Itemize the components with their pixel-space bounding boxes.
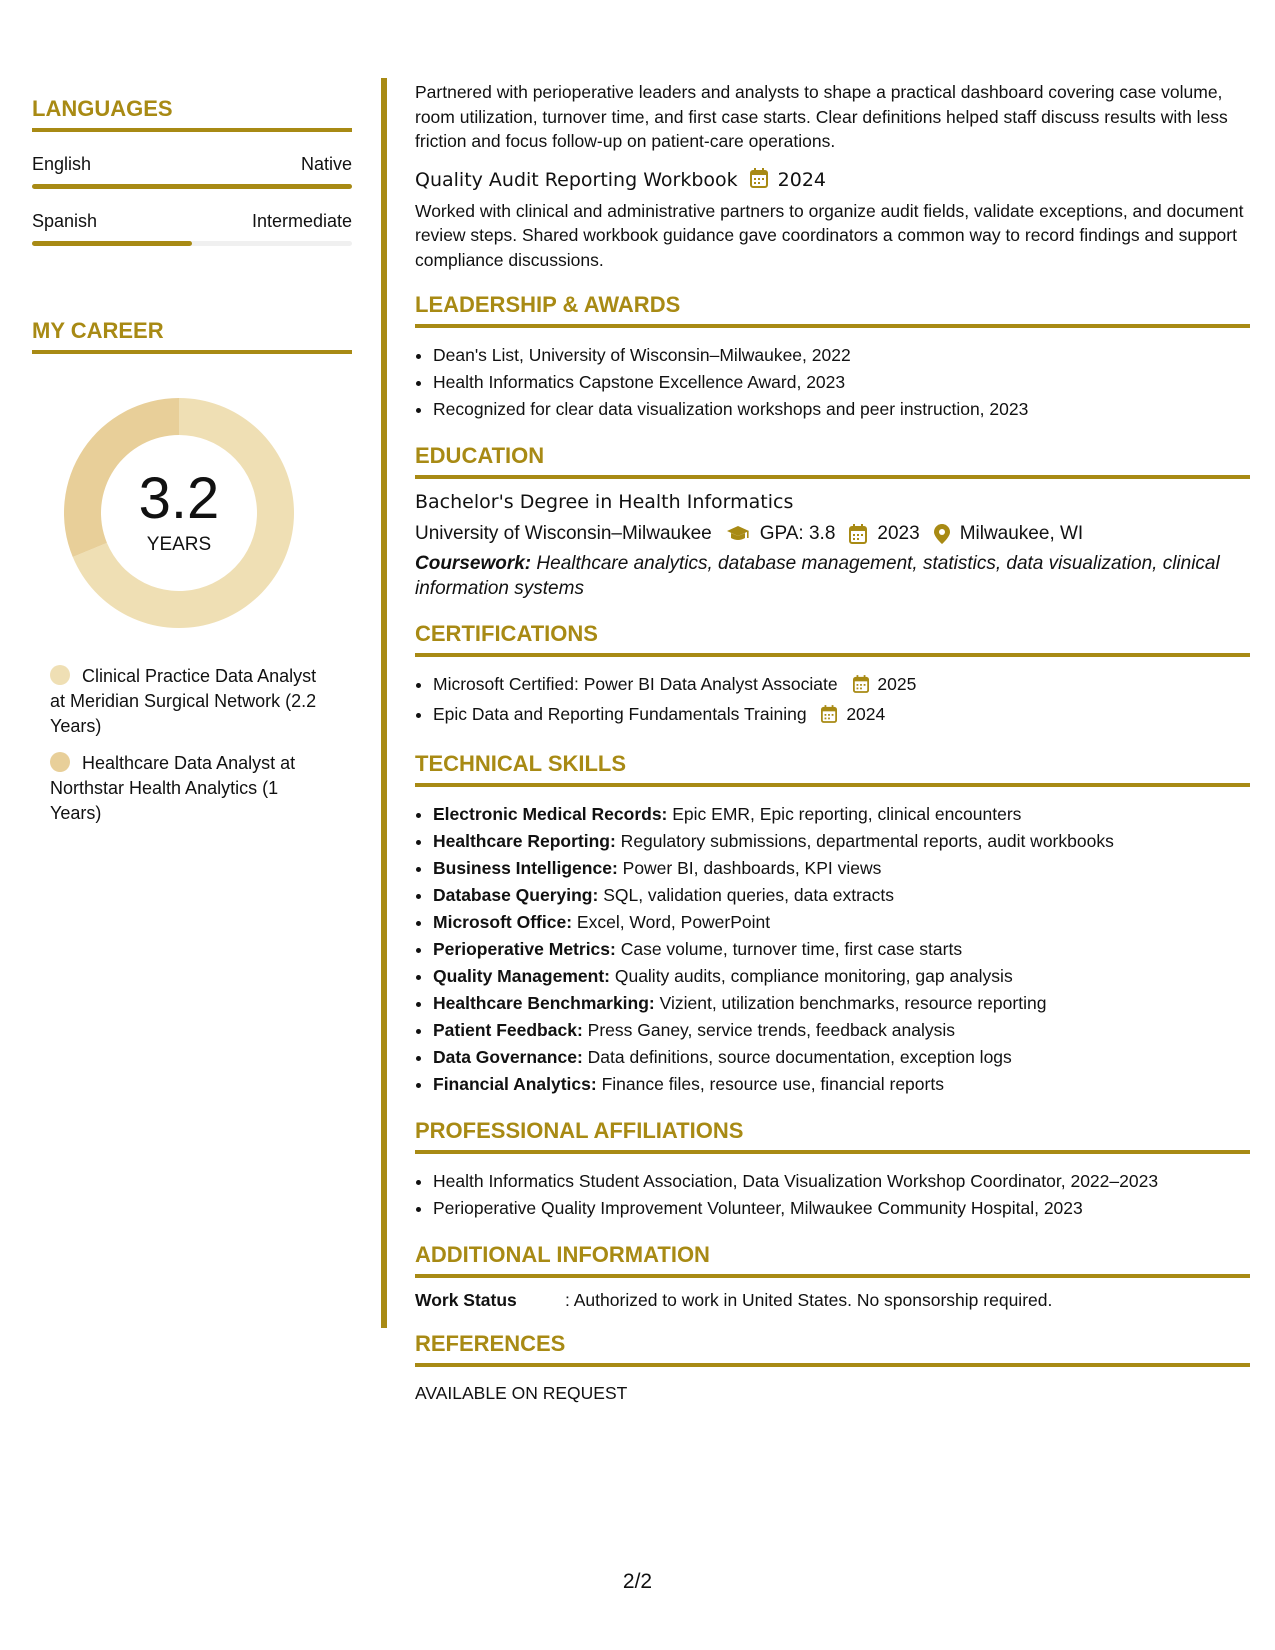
section-divider bbox=[415, 475, 1250, 479]
section-divider bbox=[415, 324, 1250, 328]
skill-item bbox=[433, 882, 1250, 909]
coursework-list: Healthcare analytics, database management, statistics, data visualization, clinical information systems bbox=[415, 553, 1220, 599]
calendar-icon bbox=[750, 168, 768, 193]
affiliations-heading: PROFESSIONAL AFFILIATIONS bbox=[415, 1118, 744, 1143]
skill-item bbox=[433, 909, 1250, 936]
language-proficiency-bar bbox=[32, 241, 352, 246]
work-status-row bbox=[415, 1290, 1250, 1311]
calendar-icon bbox=[821, 704, 837, 731]
certification-year: 2024 bbox=[846, 704, 886, 724]
section-divider bbox=[415, 1150, 1250, 1154]
language-proficiency-fill bbox=[32, 241, 192, 246]
additional-info-heading: ADDITIONAL INFORMATION bbox=[415, 1242, 710, 1267]
legend-item bbox=[50, 664, 320, 739]
gpa: GPA: 3.8 bbox=[759, 523, 836, 544]
skills-heading: TECHNICAL SKILLS bbox=[415, 751, 627, 776]
section-divider bbox=[32, 350, 352, 354]
career-heading: MY CAREER bbox=[32, 318, 164, 343]
leadership-heading: LEADERSHIP & AWARDS bbox=[415, 292, 681, 317]
affiliations-section bbox=[415, 1118, 1250, 1222]
language-name: Spanish bbox=[32, 211, 98, 231]
skill-item bbox=[433, 828, 1250, 855]
graduation-year: 2023 bbox=[877, 523, 920, 544]
languages-section bbox=[32, 96, 352, 246]
skill-category: Healthcare Reporting: bbox=[433, 831, 616, 851]
language-proficiency-bar bbox=[32, 184, 352, 189]
calendar-icon bbox=[853, 674, 869, 701]
section-divider bbox=[415, 783, 1250, 787]
skill-details: Press Ganey, service trends, feedback analysis bbox=[582, 1020, 955, 1040]
graduation-cap-icon bbox=[726, 525, 750, 543]
skill-category: Database Querying: bbox=[433, 885, 599, 905]
skill-item bbox=[433, 963, 1250, 990]
skill-details: Epic EMR, Epic reporting, clinical encounters bbox=[667, 804, 1022, 824]
coursework bbox=[415, 551, 1250, 601]
donut-center bbox=[64, 398, 294, 628]
project-description: Worked with clinical and administrative partners to organize audit fields, validate exceptions, and document review steps. Shared workbook guidance gave coordinators a common way to record findings and support compliance discussions. bbox=[415, 200, 1244, 270]
skill-details: Finance files, resource use, financial reports bbox=[596, 1074, 944, 1094]
references-section bbox=[415, 1331, 1250, 1404]
skill-details: SQL, validation queries, data extracts bbox=[598, 885, 895, 905]
references-text: AVAILABLE ON REQUEST bbox=[415, 1383, 628, 1403]
language-level: Intermediate bbox=[251, 211, 352, 231]
skills-section bbox=[415, 751, 1250, 1098]
skill-details: Power BI, dashboards, KPI views bbox=[617, 858, 882, 878]
skill-category: Microsoft Office: bbox=[433, 912, 573, 932]
skill-category: Healthcare Benchmarking: bbox=[433, 993, 655, 1013]
career-section bbox=[32, 318, 352, 826]
legend-swatch bbox=[50, 752, 70, 772]
skill-item bbox=[433, 1071, 1250, 1098]
certifications-section bbox=[415, 621, 1250, 731]
list-item: • Health Informatics Capstone Excellence Award, 2023 bbox=[433, 369, 1250, 396]
section-divider bbox=[415, 1274, 1250, 1278]
certifications-list bbox=[415, 671, 1250, 731]
work-status-label: Work Status bbox=[415, 1290, 517, 1310]
affiliations-list bbox=[415, 1168, 1250, 1222]
list-item: • Recognized for clear data visualization workshops and peer instruction, 2023 bbox=[433, 396, 1250, 423]
career-total-value: 3.2 bbox=[138, 466, 220, 531]
certification-name: Microsoft Certified: Power BI Data Analyst Associate bbox=[433, 674, 838, 694]
career-legend bbox=[50, 664, 320, 826]
leadership-list bbox=[415, 342, 1250, 423]
career-total-unit: YEARS bbox=[146, 534, 212, 555]
skill-item bbox=[433, 801, 1250, 828]
list-item: • Perioperative Quality Improvement Volunteer, Milwaukee Community Hospital, 2023 bbox=[433, 1195, 1250, 1222]
skill-category: Financial Analytics: bbox=[433, 1074, 597, 1094]
skill-category: Electronic Medical Records: bbox=[433, 804, 668, 824]
legend-item bbox=[50, 751, 320, 826]
skill-details: Quality audits, compliance monitoring, gap analysis bbox=[609, 966, 1013, 986]
language-item-spanish bbox=[32, 211, 352, 246]
school-location: Milwaukee, WI bbox=[959, 523, 1084, 544]
language-level: Native bbox=[300, 154, 352, 174]
project-title: Quality Audit Reporting Workbook bbox=[415, 169, 738, 191]
skill-category: Business Intelligence: bbox=[433, 858, 618, 878]
location-pin-icon bbox=[934, 524, 950, 544]
project-year: 2024 bbox=[777, 169, 826, 191]
section-divider bbox=[415, 653, 1250, 657]
skill-details: Case volume, turnover time, first case starts bbox=[615, 939, 963, 959]
certification-name: Epic Data and Reporting Fundamentals Training bbox=[433, 704, 807, 724]
skill-details: Regulatory submissions, departmental reports, audit workbooks bbox=[615, 831, 1114, 851]
education-section bbox=[415, 443, 1250, 601]
education-heading: EDUCATION bbox=[415, 443, 545, 468]
section-divider bbox=[415, 1363, 1250, 1367]
skill-item bbox=[433, 1017, 1250, 1044]
list-item bbox=[433, 701, 1250, 731]
page-number: 2/2 bbox=[622, 1570, 653, 1593]
additional-info-section bbox=[415, 1242, 1250, 1311]
school-name: University of Wisconsin–Milwaukee bbox=[415, 523, 712, 544]
references-heading: REFERENCES bbox=[415, 1331, 566, 1356]
certifications-heading: CERTIFICATIONS bbox=[415, 621, 598, 646]
languages-heading: LANGUAGES bbox=[32, 96, 173, 121]
language-name: English bbox=[32, 154, 92, 174]
skills-list bbox=[415, 801, 1250, 1098]
career-donut-chart bbox=[64, 398, 294, 628]
calendar-icon bbox=[849, 524, 867, 544]
column-divider bbox=[381, 78, 387, 1328]
section-divider bbox=[32, 128, 352, 132]
skill-item bbox=[433, 990, 1250, 1017]
work-status-value: : Authorized to work in United States. No sponsorship required. bbox=[565, 1290, 1053, 1310]
skill-details: Excel, Word, PowerPoint bbox=[572, 912, 771, 932]
leadership-section bbox=[415, 292, 1250, 423]
coursework-label: Coursework: bbox=[415, 553, 532, 574]
skill-category: Data Governance: bbox=[433, 1047, 583, 1067]
left-column bbox=[32, 96, 352, 838]
skill-category: Patient Feedback: bbox=[433, 1020, 583, 1040]
skill-item bbox=[433, 1044, 1250, 1071]
experience-intro: Partnered with perioperative leaders and analysts to shape a practical dashboard covering case volume, room utilization, turnover time, and first case starts. Clear definitions helped staff discuss results with less friction and focus follow-up on patient-care operations. bbox=[415, 82, 1228, 151]
degree-title: Bachelor's Degree in Health Informatics bbox=[415, 491, 794, 513]
language-proficiency-fill bbox=[32, 184, 352, 189]
skill-item bbox=[433, 936, 1250, 963]
education-meta bbox=[415, 523, 1250, 545]
legend-label: Clinical Practice Data Analyst at Meridian Surgical Network (2.2 Years) bbox=[50, 666, 317, 736]
right-column bbox=[415, 80, 1250, 1404]
language-item-english bbox=[32, 154, 352, 189]
skill-category: Perioperative Metrics: bbox=[433, 939, 616, 959]
certification-year: 2025 bbox=[877, 674, 917, 694]
list-item bbox=[433, 671, 1250, 701]
legend-swatch bbox=[50, 665, 70, 685]
list-item: • Health Informatics Student Association, Data Visualization Workshop Coordinator, 2022–2023 bbox=[433, 1168, 1250, 1195]
skill-category: Quality Management: bbox=[433, 966, 610, 986]
skill-item bbox=[433, 855, 1250, 882]
project-heading bbox=[415, 168, 1250, 193]
skill-details: Data definitions, source documentation, exception logs bbox=[582, 1047, 1012, 1067]
legend-label: Healthcare Data Analyst at Northstar Health Analytics (1 Years) bbox=[50, 753, 296, 823]
list-item: • Dean's List, University of Wisconsin–Milwaukee, 2022 bbox=[433, 342, 1250, 369]
skill-details: Vizient, utilization benchmarks, resource reporting bbox=[654, 993, 1047, 1013]
